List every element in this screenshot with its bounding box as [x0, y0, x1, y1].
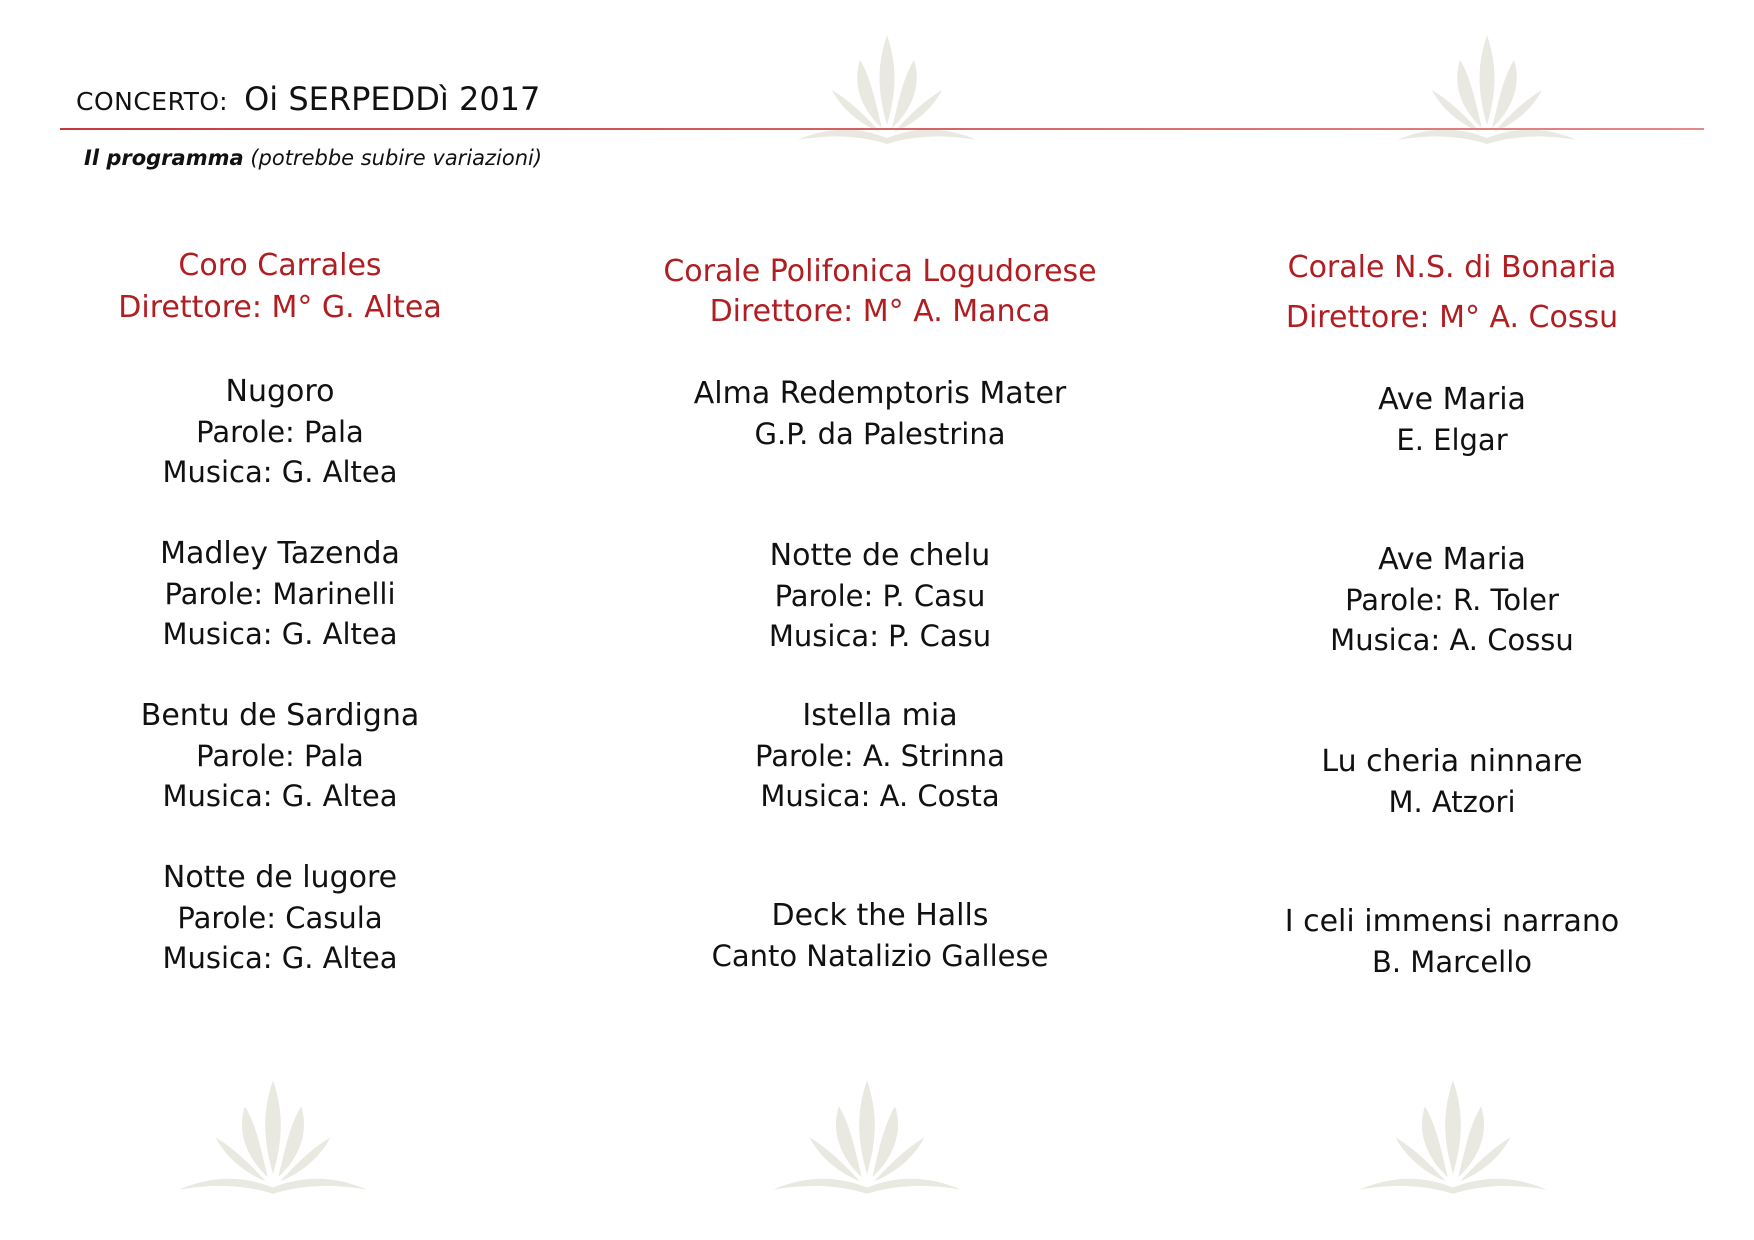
program-piece	[40, 372, 520, 492]
piece-title: Istella mia	[802, 698, 958, 733]
program-piece	[1212, 540, 1692, 660]
piece-credit: Musica: G. Altea	[162, 941, 398, 975]
piece-credit: Musica: G. Altea	[162, 617, 398, 651]
program-piece	[1212, 742, 1692, 822]
piece-credit: M. Atzori	[1388, 785, 1516, 819]
piece-credit: B. Marcello	[1371, 945, 1533, 979]
program-label: Il programma	[84, 146, 244, 170]
ornament-top-right-icon	[1392, 30, 1582, 150]
piece-credit: Musica: A. Cossu	[1330, 623, 1574, 657]
program-piece	[640, 696, 1120, 816]
piece-credit: Musica: A. Costa	[760, 779, 1000, 813]
program-note: (potrebbe subire variazioni)	[250, 146, 543, 170]
choir-name: Corale Polifonica Logudorese	[663, 254, 1097, 289]
piece-credit: Parole: P. Casu	[774, 579, 986, 613]
piece-title: Ave Maria	[1378, 542, 1526, 577]
piece-credit: E. Elgar	[1396, 423, 1508, 457]
concert-name: Oi SERPEDDì 2017	[244, 80, 541, 118]
piece-title: Nugoro	[225, 374, 335, 409]
choir-name: Coro Carrales	[178, 248, 382, 283]
piece-credit: Musica: G. Altea	[162, 455, 398, 489]
ornament-bottom-right-icon	[1348, 1075, 1558, 1200]
program-piece	[1212, 902, 1692, 982]
piece-credit: Parole: A. Strinna	[755, 739, 1005, 773]
piece-credit: Parole: R. Toler	[1345, 583, 1559, 617]
piece-credit: Canto Natalizio Gallese	[711, 939, 1049, 973]
piece-title: I celi immensi narrano	[1284, 904, 1620, 939]
program-piece	[40, 696, 520, 816]
piece-title: Ave Maria	[1378, 382, 1526, 417]
ornament-bottom-left-icon	[168, 1075, 378, 1200]
header-divider	[60, 128, 1704, 130]
choir-director: Direttore: M° A. Manca	[709, 294, 1051, 329]
choir-name: Corale N.S. di Bonaria	[1287, 250, 1617, 285]
piece-title: Deck the Halls	[771, 898, 989, 933]
piece-title: Notte de lugore	[162, 860, 398, 895]
piece-title: Alma Redemptoris Mater	[693, 376, 1067, 411]
piece-title: Madley Tazenda	[160, 536, 400, 571]
piece-credit: Parole: Pala	[196, 415, 364, 449]
choir-director: Direttore: M° A. Cossu	[1285, 300, 1619, 335]
piece-credit: Parole: Pala	[196, 739, 364, 773]
piece-credit: G.P. da Palestrina	[754, 417, 1006, 451]
piece-title: Lu cheria ninnare	[1321, 744, 1583, 779]
program-piece	[40, 534, 520, 654]
program-piece	[40, 858, 520, 978]
piece-title: Bentu de Sardigna	[140, 698, 420, 733]
program-subtitle	[84, 146, 542, 170]
concert-label: CONCERTO:	[76, 87, 229, 116]
piece-credit: Parole: Casula	[177, 901, 383, 935]
page-title	[76, 80, 540, 118]
program-piece	[640, 896, 1120, 976]
choir-director: Direttore: M° G. Altea	[118, 290, 442, 325]
program-piece	[640, 536, 1120, 656]
program-piece	[640, 374, 1120, 454]
piece-credit: Musica: P. Casu	[768, 619, 992, 653]
piece-title: Notte de chelu	[769, 538, 991, 573]
piece-credit: Parole: Marinelli	[164, 577, 396, 611]
ornament-bottom-center-icon	[762, 1075, 972, 1200]
ornament-top-center-icon	[792, 30, 982, 150]
piece-credit: Musica: G. Altea	[162, 779, 398, 813]
program-piece	[1212, 380, 1692, 460]
